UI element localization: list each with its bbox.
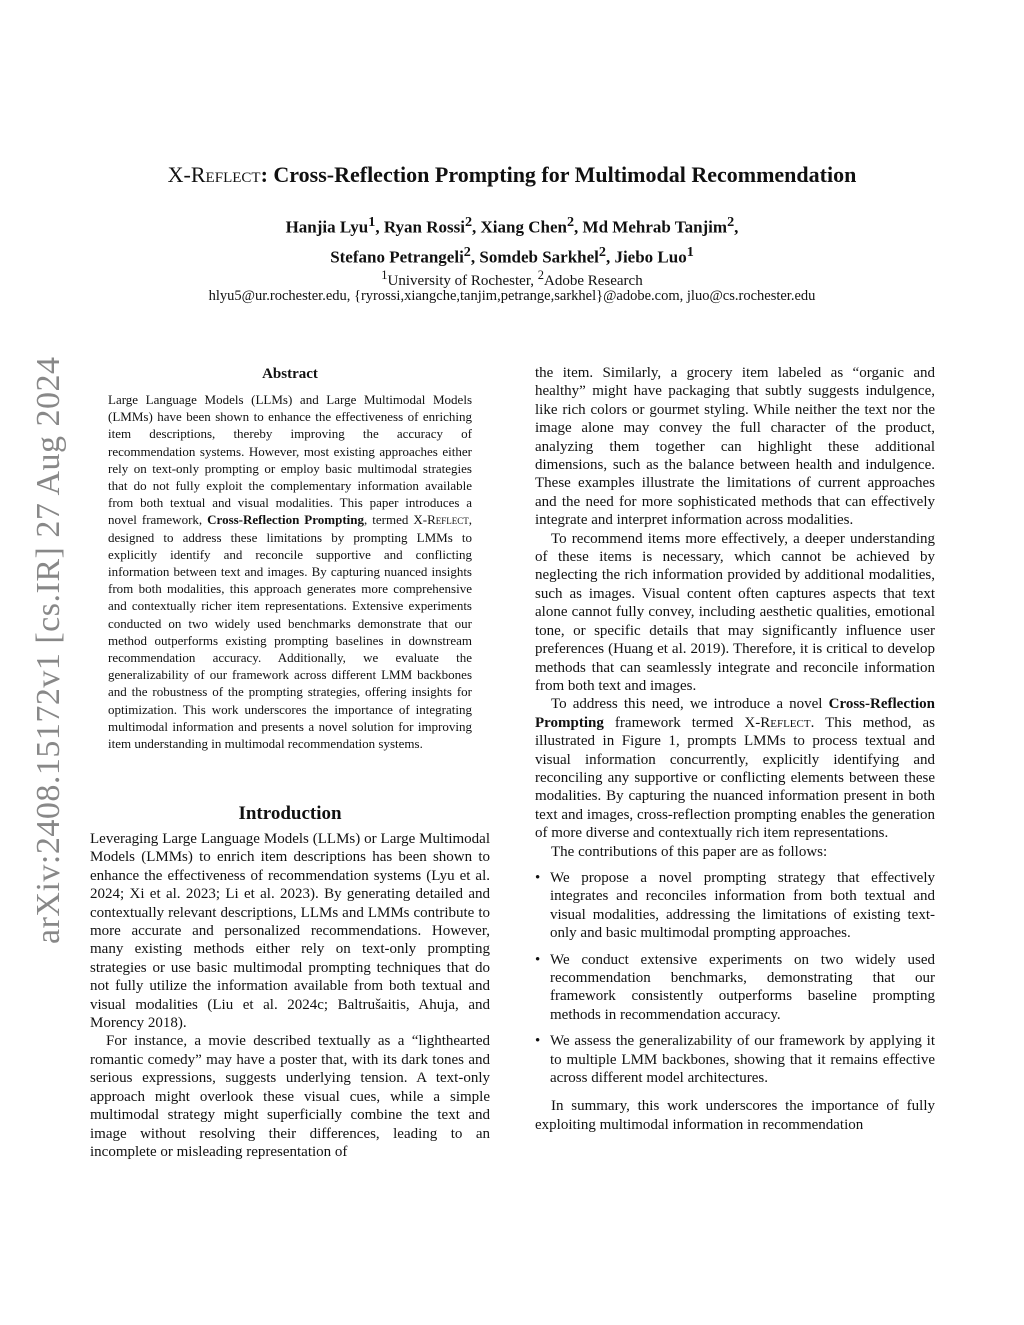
title-x-reflect: X-Reflect [167,162,261,187]
bullet-icon: • [535,1033,541,1050]
body-paragraph: In summary, this work underscores the importance of fully exploiting multimodal information in recommendation [535,1098,935,1133]
abstract-body [108,391,472,752]
author-affil-mark: 1 [368,214,376,230]
body-text: To address this need, we introduce a novel [551,696,829,713]
author-name: Md Mehrab Tanjim [582,217,728,237]
left-column [90,830,490,1161]
right-column [535,364,935,1134]
introduction-heading: Introduction [238,803,342,824]
paper-title [90,160,934,190]
affiliation: University of Rochester, [387,273,538,289]
body-text: framework termed [603,714,745,731]
contribution-item [535,869,935,943]
intro-paragraph: For instance, a movie described textually as a “lighthearted romantic comedy” may have a poster that, with its dark tones and serious expressions, suggests underlying tension. A text-only approach might overlook these visual cues, while a simple multimodal strategy might superficially combine the text and image without resolving their differences, leading to an incomplete or misleading representation of [90,1033,490,1160]
bullet-icon: • [535,951,541,968]
affil-mark: 1 [381,268,388,282]
abstract-text: , designed to address these limitations by prompting LMMs to explicitly identify and reconcile supportive and conflicting information between text and images. By capturing nuanced insights from both modalities, this approach generates more comprehensive and contextually richer item representations. Extensive experiments conducted on two widely used benchmarks demonstrate that our method outperforms existing prompting baselines in downstream recommendation accuracy. Additionally, we evaluate the generalizability of our framework across different LMM backbones and the robustness of the prompting strategies, offering insights for optimization. This work underscores the importance of integrating multimodal information and presents a novel solution for improving item understanding in multimodal recommendation systems. [108,512,472,752]
author-name: Jiebo Luo [614,247,687,267]
author-name: Somdeb Sarkhel [479,247,599,267]
author-affil-mark: 2 [566,214,575,230]
author-affil-mark: 2 [464,214,473,230]
abstract-heading: Abstract [262,366,318,382]
author-name: Hanjia Lyu [285,217,369,237]
author-affil-mark: 2 [463,243,471,260]
intro-paragraph: Leveraging Large Language Models (LLMs) or Large Multimodal Models (LMMs) to enrich item descriptions has been shown to enhance the effectiveness of recommendation systems (Lyu et al. 2024; Xi et al. 2023; Li et al. 2023). By generating detailed and contextually relevant descriptions, LLMs and LMMs contribute to more accurate and personalized recommendations. However, many existing methods either rely on text-only prompting strategies or use basic multimodal prompting techniques that do not fully utilize the information available from both textual and visual modalities (Liu et al. 2024c; Baltrušaitis, Ahuja, and Morency 2018). [90,831,490,1032]
body-paragraph: the item. Similarly, a grocery item labeled as “organic and healthy” might have packaging that subtly suggests indulgence, like rich colors or gourmet styling. While neither the text nor the image alone may convey the full character of the product, analyzing them together can highlight these additional dimensions, such as the balance between health and indulgence. These examples illustrate the limitations of current approaches and the need for more sophisticated methods that can effectively integrate and interpret information across modalities. [535,365,935,529]
abstract-text: , termed [364,512,414,528]
arxiv-identifier: arXiv:2408.15172v1 [cs.IR] 27 Aug 2024 [30,356,67,944]
abstract-x-reflect: X-Reflect [413,512,469,528]
author-affil-mark: 2 [727,214,735,230]
body-text: . This method, as illustrated in Figure 1, prompts LMMs to process textual and visual information concurrently, explicitly identifying and reconciling any supportive or conflicting elements between these modalities. By capturing the nuanced information present in both text and images, cross-reflection prompting enables the generation of more diverse and contextually rich item representations. [535,714,936,842]
author-affil-mark: 2 [598,243,606,260]
bullet-icon: • [535,869,541,886]
contribution-item [535,951,935,1025]
abstract-text: Large Language Models (LLMs) and Large Multimodal Models (LMMs) have been shown to enhance the effectiveness of enriching item descriptions, thereby improving the accuracy of recommendation systems. However, most existing approaches either rely on text-only prompting or employ basic multimodal strategies that do not fully exploit the complementary information available from both textual and visual modalities. This paper introduces a novel framework, [108,392,472,528]
author-name: Stefano Petrangeli [330,247,464,267]
body-paragraph: To recommend items more effectively, a deeper understanding of these items is necessary, which cannot be achieved by neglecting the rich information provided by additional modalities, such as images. Visual content often captures aspects that text alone cannot fully convey, including aesthetic qualities, emotional tone, or specific details that may significantly influence user preferences (Huang et al. 2019). Therefore, it is critical to develop methods that can seamlessly integrate and reconcile information from both text and images. [535,530,935,694]
author-name: Ryan Rossi [383,217,465,237]
contribution-text: We conduct extensive experiments on two widely used recommendation benchmarks, demonstrating that our framework consistently outperforms baseline prompting methods in recommendation accuracy. [550,951,935,1023]
author-affil-mark: 1 [686,243,694,260]
title-rest: : Cross-Reflection Prompting for Multimodal Recommendation [260,162,857,187]
author-list: Hanjia Lyu$^1$, Ryan Rossi$^2$, Xiang Chen$^2$, Md Mehrab Tanjim$^2$, Stefano Petrangeli$^2$, Somdeb Sarkhel$^2$, Jiebo Luo$^1$ [285,214,739,267]
body-x-reflect: X-Reflect [744,714,811,731]
author-name: Xiang Chen [480,217,567,237]
contribution-text: We assess the generalizability of our framework by applying it to multiple LMM backbones, showing that it remains effective across different model architectures. [550,1033,935,1087]
body-bold-term: Cross-Reflection Prompting [535,696,935,731]
contribution-item [535,1032,935,1087]
body-paragraph [535,695,935,842]
author-emails: hlyu5@ur.rochester.edu, {ryrossi,xiangche,tanjim,petrange,sarkhel}@adobe.com, jluo@cs.rochester.edu [208,288,816,304]
contribution-text: We propose a novel prompting strategy that effectively integrates and reconciles information from both textual and visual modalities, addressing the limitations of existing text-only and basic multimodal prompting approaches. [550,869,935,942]
body-paragraph: The contributions of this paper are as follows: [551,843,828,860]
affil-mark: 2 [537,268,544,282]
contribution-list [535,869,935,1087]
affiliation: Adobe Research [543,273,643,289]
abstract-bold-term: Cross-Reflection Prompting [207,512,365,528]
